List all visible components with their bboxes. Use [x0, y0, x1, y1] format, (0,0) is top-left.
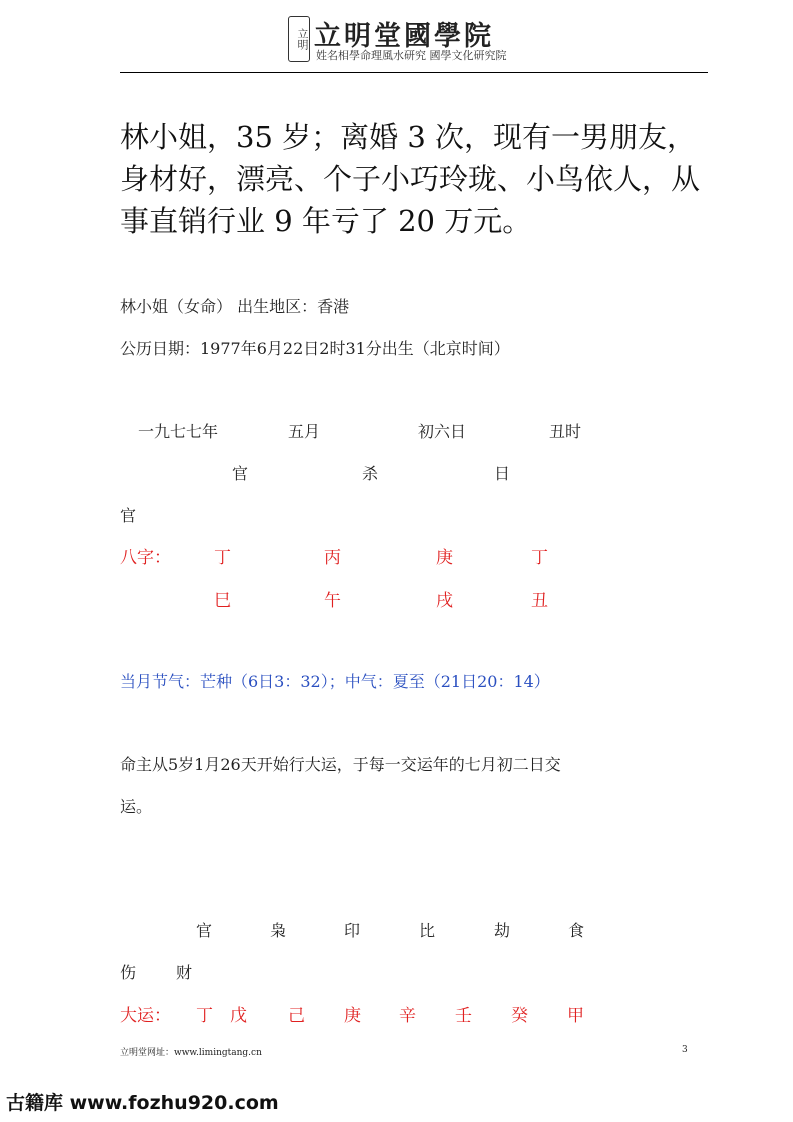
dayun-stem: 甲 — [567, 1006, 584, 1026]
bazi-branch: 丑 — [531, 591, 548, 611]
dayun-shishen: 印 — [344, 921, 361, 940]
org-subtitle: 姓名相學命理風水研究 國學文化研究院 — [316, 49, 507, 62]
watermark: 古籍库 www.fozhu920.com — [6, 1092, 279, 1114]
dayun-shishen: 财 — [176, 963, 193, 982]
header-rule — [120, 72, 708, 73]
bazi-stem: 庚 — [436, 548, 453, 568]
dayun-stem: 辛 — [399, 1006, 416, 1026]
bazi-stem: 丁 — [531, 548, 548, 568]
lunar-year: 一九七七年 — [138, 422, 219, 441]
dayun-shishen: 比 — [419, 921, 436, 940]
dayun-stem: 癸 — [511, 1006, 528, 1026]
bazi-stem: 丁 — [214, 548, 231, 568]
dayun-shishen: 枭 — [270, 921, 287, 940]
dayun-stem: 丁 — [196, 1006, 213, 1026]
header-logo — [288, 14, 518, 62]
info-line-date: 公历日期：1977年6月22日2时31分出生（北京时间） — [120, 339, 510, 358]
shishen-year: 官 — [232, 464, 249, 483]
dayun-stem: 戊 — [230, 1006, 247, 1026]
bazi-branch: 巳 — [214, 591, 231, 611]
jieqi-line: 当月节气：芒种（6日3：32）；中气：夏至（21日20：14） — [120, 672, 550, 691]
lunar-month: 五月 — [288, 422, 321, 441]
dayun-start-line-2: 运。 — [120, 797, 153, 816]
bazi-branch: 戌 — [436, 591, 453, 611]
case-title: 林小姐，35 岁；离婚 3 次，现有一男朋友，身材好，漂亮、个子小巧玲珑、小鸟依人，从事直销行业 9 年亏了 20 万元。 — [120, 120, 701, 238]
dayun-shishen: 劫 — [494, 921, 511, 940]
dayun-label: 大运： — [120, 1006, 171, 1026]
dayun-start-line: 命主从5岁1月26天开始行大运，于每一交运年的七月初二日交 — [120, 755, 561, 774]
bazi-stem: 丙 — [324, 548, 341, 568]
bazi-branch: 午 — [324, 591, 341, 611]
lunar-day: 初六日 — [418, 422, 467, 441]
bazi-label: 八字： — [120, 548, 171, 568]
shishen-hour: 官 — [120, 506, 137, 525]
lunar-hour: 丑时 — [549, 422, 582, 441]
info-line-name: 林小姐（女命） 出生地区：香港 — [120, 297, 350, 316]
dayun-shishen: 伤 — [120, 963, 137, 982]
org-name: 立明堂國學院 — [314, 21, 494, 52]
dayun-stem: 壬 — [455, 1006, 472, 1026]
footer-site: 立明堂网址：www.limingtang.cn — [120, 1048, 262, 1058]
seal-stamp: 立明 — [288, 16, 310, 62]
shishen-month: 杀 — [362, 464, 379, 483]
shishen-day: 日 — [494, 464, 511, 483]
dayun-stem: 己 — [288, 1006, 305, 1026]
page-number: 3 — [682, 1045, 688, 1055]
dayun-shishen: 食 — [568, 921, 585, 940]
dayun-shishen: 官 — [196, 921, 213, 940]
dayun-stem: 庚 — [344, 1006, 361, 1026]
